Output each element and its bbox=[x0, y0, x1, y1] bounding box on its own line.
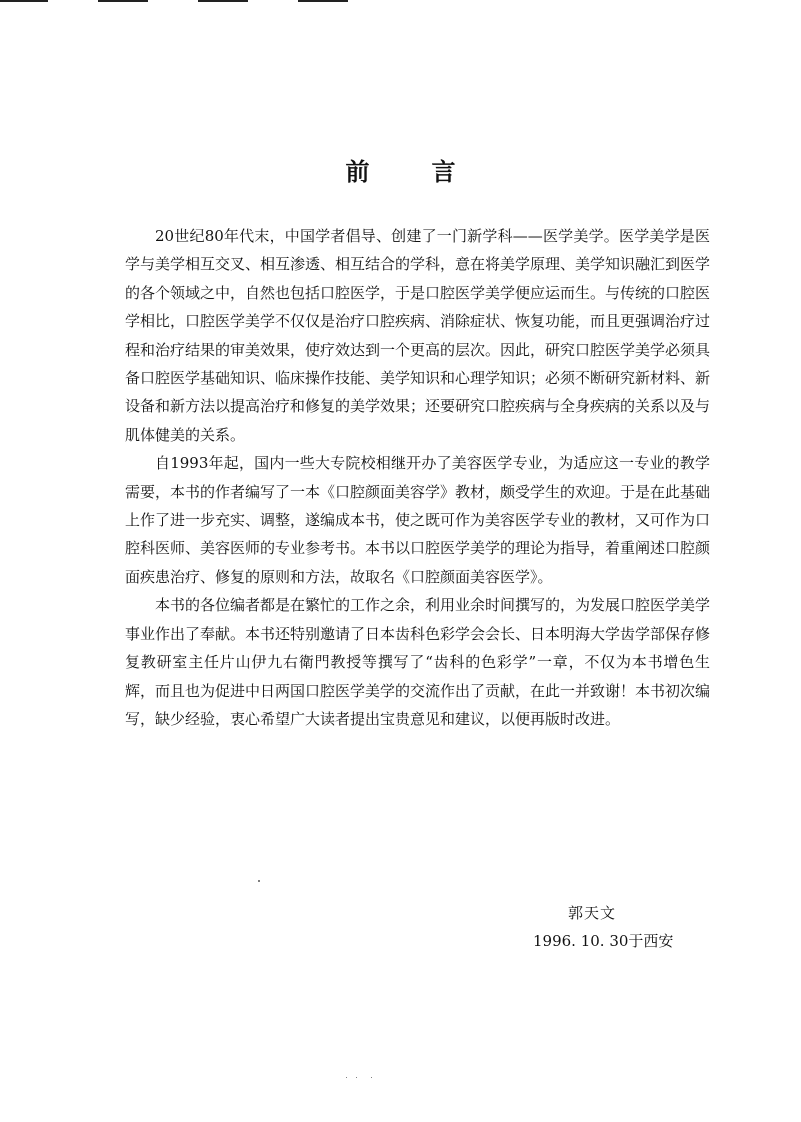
page-title: 前言 bbox=[345, 158, 518, 186]
scan-speck bbox=[346, 1077, 347, 1078]
scan-mark bbox=[198, 0, 248, 2]
scan-mark bbox=[298, 0, 348, 2]
author-name: 郭天文 bbox=[568, 904, 617, 922]
scan-speck bbox=[371, 1077, 372, 1078]
scan-mark bbox=[0, 0, 48, 2]
paragraph-3: 本书的各位编者都是在繁忙的工作之余，利用业余时间撰写的，为发展口腔医学美学事业作出了奉献。本书还特别邀请了日本齿科色彩学会会长、日本明海大学齿学部保存修复教研室主任片山伊九右衛門教授等撰写了“齿科的色彩学”一章，不仅为本书增色生辉，而且也为促进中日两国口腔医学美学的交流作出了贡献，在此一并致谢！本书初次编写，缺少经验，衷心希望广大读者提出宝贵意见和建议，以便再版时改进。 bbox=[125, 596, 711, 728]
scan-speck bbox=[356, 1077, 357, 1078]
scan-speck bbox=[258, 880, 260, 882]
preface-body bbox=[125, 222, 710, 733]
paragraph-2: 自1993年起，国内一些大专院校相继开办了美容医学专业，为适应这一专业的教学需要，本书的作者编写了一本《口腔颜面美容学》教材，颇受学生的欢迎。于是在此基础上作了进一步充实、调整，遂编成本书，使之既可作为美容医学专业的教材，又可作为口腔科医师、美容医师的专业参考书。本书以口腔医学美学的理论为指导，着重阐述口腔颜面疾患治疗、修复的原则和方法，故取名《口腔颜面美容医学》。 bbox=[125, 454, 711, 586]
paragraph-1: 20世纪80年代末，中国学者倡导、创建了一门新学科——医学美学。医学美学是医学与美学相互交叉、相互渗透、相互结合的学科，意在将美学原理、美学知识融汇到医学的各个领域之中，自然也包括口腔医学，于是口腔医学美学便应运而生。与传统的口腔医学相比，口腔医学美学不仅仅是治疗口腔疾病、消除症状、恢复功能，而且更强调治疗过程和治疗结果的审美效果，使疗效达到一个更高的层次。因此，研究口腔医学美学必须具备口腔医学基础知识、临床操作技能、美学知识和心理学知识；必须不断研究新材料、新设备和新方法以提高治疗和修复的美学效果；还要研究口腔疾病与全身疾病的关系以及与肌体健美的关系。 bbox=[125, 227, 711, 444]
scan-mark bbox=[98, 0, 148, 2]
signature-date: 1996. 10. 30于西安 bbox=[533, 932, 674, 950]
